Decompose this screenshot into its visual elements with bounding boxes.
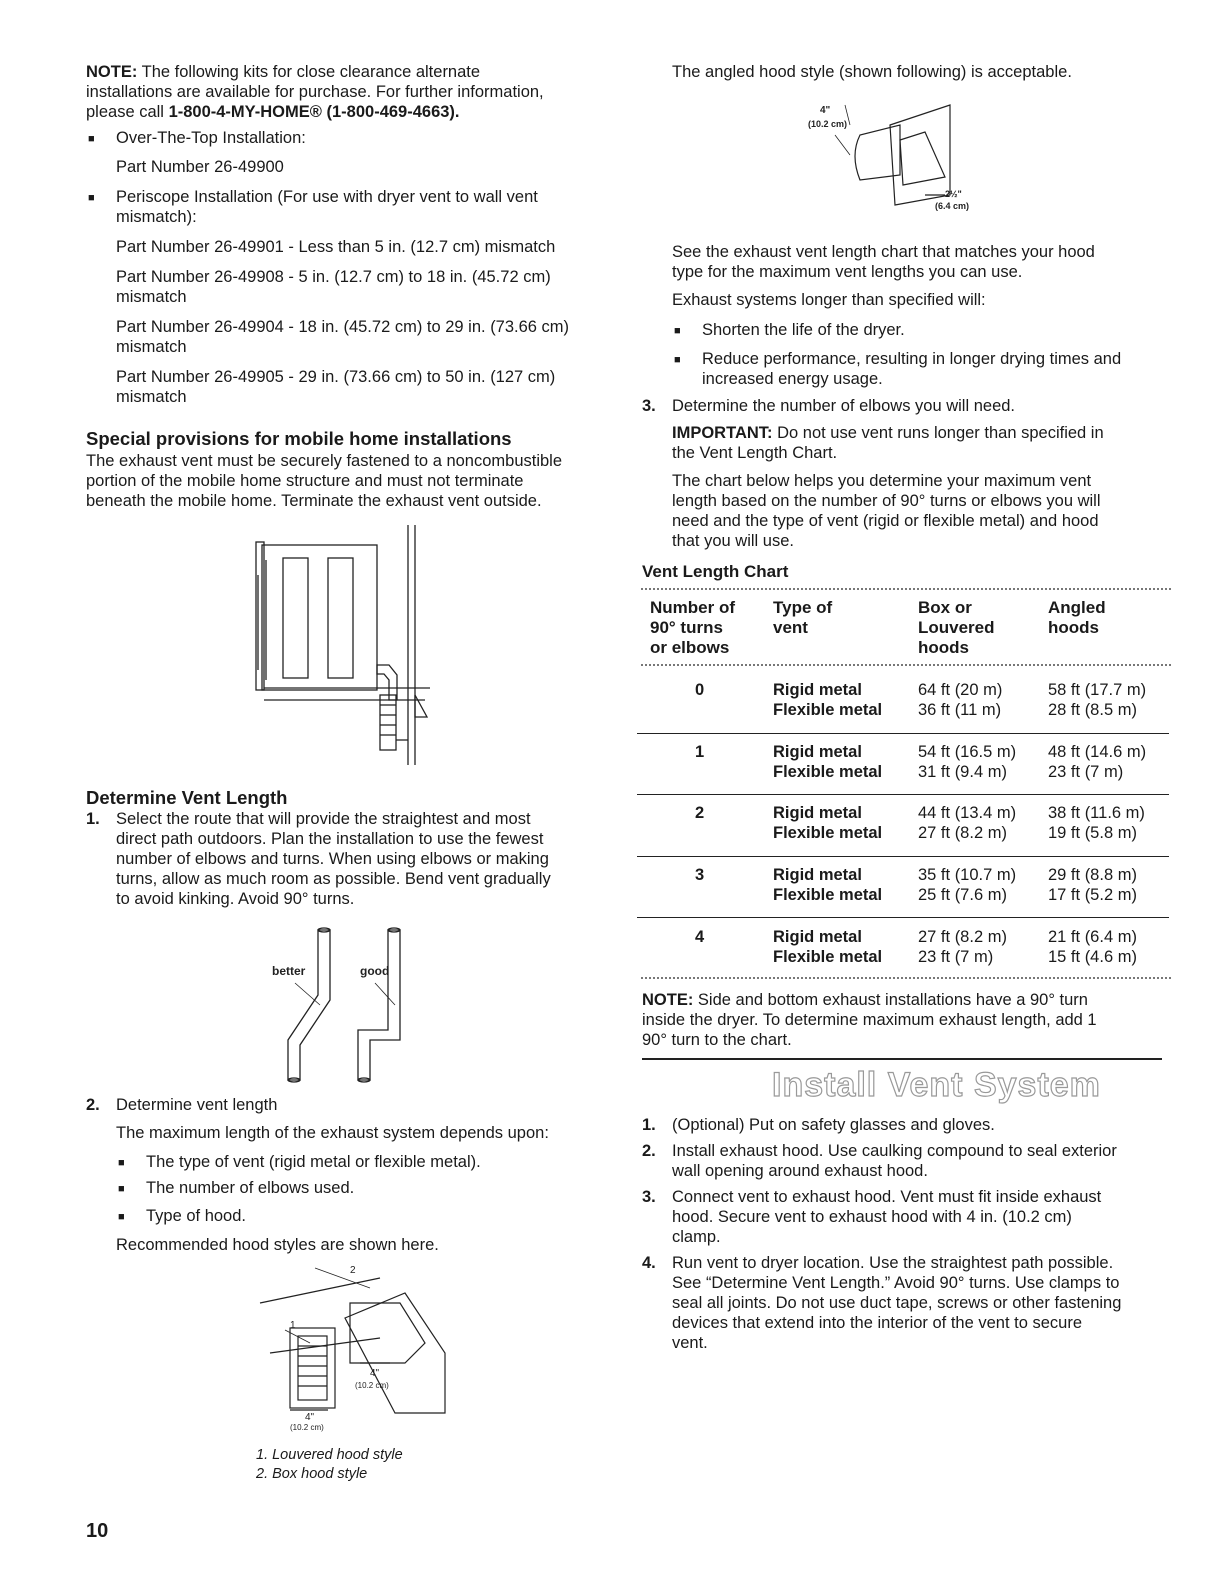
note-label: NOTE: xyxy=(86,63,138,81)
note-label: NOTE: xyxy=(642,991,694,1009)
step1-text: to avoid kinking. Avoid 90° turns. xyxy=(116,890,355,908)
angled-cell: 21 ft (6.4 m) xyxy=(1048,928,1137,946)
part-line: Part Number 26-49904 - 18 in. (45.72 cm) to 29 in. (73.66 cm) xyxy=(116,318,570,336)
good-label: good xyxy=(360,964,390,978)
vent-cell: Rigid metal xyxy=(773,928,862,946)
caption: 2. Box hood style xyxy=(256,1466,368,1482)
install-step-text: vent. xyxy=(672,1334,708,1352)
recommended-text: Recommended hood styles are shown here. xyxy=(116,1236,439,1254)
install-step-text: Run vent to dryer location. Use the straightest path possible. xyxy=(672,1254,1114,1272)
vent-cell: Rigid metal xyxy=(773,804,862,822)
determine-heading: Determine Vent Length xyxy=(86,787,288,808)
step-number: 1. xyxy=(642,1116,656,1134)
important-note xyxy=(672,424,1104,444)
angled-cell: 15 ft (4.6 m) xyxy=(1048,948,1137,966)
chart-intro: The chart below helps you determine your maximum vent xyxy=(672,472,1092,490)
kit1-title: Over-The-Top Installation: xyxy=(116,129,306,147)
box-cell: 31 ft (9.4 m) xyxy=(918,763,1007,781)
note-line-2: installations are available for purchase. For further information, xyxy=(86,83,544,101)
angled-cell: 28 ft (8.5 m) xyxy=(1048,701,1137,719)
step2-title: Determine vent length xyxy=(116,1096,278,1114)
kit2-title-cont: mismatch): xyxy=(116,208,197,226)
exhaust-longer-text: Exhaust systems longer than specified will: xyxy=(672,291,986,309)
dimension-label: (10.2 cm) xyxy=(808,119,848,129)
step-number: 3. xyxy=(642,397,656,415)
col-header-vent: Type of vent xyxy=(773,598,833,637)
box-cell: 36 ft (11 m) xyxy=(918,701,1002,719)
install-step-text: devices that extend into the interior of the vent to secure xyxy=(672,1314,1082,1332)
phone-number: 1-800-4-MY-HOME® (1-800-469-4663). xyxy=(168,103,460,121)
box-cell: 35 ft (10.7 m) xyxy=(918,866,1017,884)
step2-intro: The maximum length of the exhaust system depends upon: xyxy=(116,1124,549,1142)
part-line: Part Number 26-49901 - Less than 5 in. (12.7 cm) mismatch xyxy=(116,238,556,256)
angled-cell: 48 ft (14.6 m) xyxy=(1048,743,1147,761)
dimension-label: 4" xyxy=(305,1412,315,1423)
box-cell: 54 ft (16.5 m) xyxy=(918,743,1017,761)
caption: 1. Louvered hood style xyxy=(256,1447,403,1463)
bullet-icon: ■ xyxy=(118,1211,125,1223)
angled-cell: 29 ft (8.8 m) xyxy=(1048,866,1137,884)
important-text-cont: the Vent Length Chart. xyxy=(672,444,838,462)
chart-intro: length based on the number of 90° turns or elbows you will xyxy=(672,492,1101,510)
note-text-cont: 90° turn to the chart. xyxy=(642,1031,792,1049)
step-number: 4. xyxy=(642,1254,656,1272)
bullet-icon: ■ xyxy=(118,1183,125,1195)
vent-cell: Flexible metal xyxy=(773,824,883,842)
step2-bullet: The number of elbows used. xyxy=(146,1179,355,1197)
install-step-text: clamp. xyxy=(672,1228,721,1246)
install-step-text: See “Determine Vent Length.” Avoid 90° turns. Use clamps to xyxy=(672,1274,1120,1292)
turns-cell: 1 xyxy=(695,743,705,761)
install-step-text: (Optional) Put on safety glasses and gloves. xyxy=(672,1116,995,1134)
install-step-text: Connect vent to exhaust hood. Vent must fit inside exhaust xyxy=(672,1188,1102,1206)
dotted-rule xyxy=(640,587,1172,591)
step1-text: turns, allow as much room as possible. Bend vent gradually xyxy=(116,870,551,888)
bullet-icon: ■ xyxy=(88,192,95,204)
dotted-rule xyxy=(640,976,1172,980)
box-cell: 27 ft (8.2 m) xyxy=(918,928,1007,946)
important-text: Do not use vent runs longer than specified in xyxy=(772,424,1104,442)
step2-bullet: The type of vent (rigid metal or flexible metal). xyxy=(146,1153,481,1171)
step1-text: number of elbows and turns. When using elbows or making xyxy=(116,850,549,868)
kit2-title: Periscope Installation (For use with dryer vent to wall vent xyxy=(116,188,538,206)
exhaust-bullet: Reduce performance, resulting in longer drying times and xyxy=(702,350,1122,368)
chart-intro: need and the type of vent (rigid or flexible metal) and hood xyxy=(672,512,1099,530)
see-chart-text: type for the maximum vent lengths you can use. xyxy=(672,263,1023,281)
dimension-label: (6.4 cm) xyxy=(935,201,970,211)
note-text: The following kits for close clearance alternate xyxy=(137,63,481,81)
vent-cell: Rigid metal xyxy=(773,866,862,884)
side-bottom-note xyxy=(642,991,1088,1011)
exhaust-bullet: Shorten the life of the dryer. xyxy=(702,321,905,339)
install-vent-system-heading: Install Vent System xyxy=(772,1066,1101,1104)
angled-cell: 23 ft (7 m) xyxy=(1048,763,1124,781)
turns-cell: 3 xyxy=(695,866,705,884)
vent-cell: Flexible metal xyxy=(773,701,883,719)
angled-cell: 19 ft (5.8 m) xyxy=(1048,824,1137,842)
turns-cell: 2 xyxy=(695,804,705,822)
box-cell: 25 ft (7.6 m) xyxy=(918,886,1007,904)
elbow-comparison-illustration xyxy=(260,925,440,1085)
step1-text: direct path outdoors. Plan the installation to use the fewest xyxy=(116,830,544,848)
mobile-text: The exhaust vent must be securely fastened to a noncombustible xyxy=(86,452,563,470)
dimension-label: (10.2 cm) xyxy=(355,1381,389,1390)
row-divider xyxy=(637,856,1169,857)
angled-text: The angled hood style (shown following) is acceptable. xyxy=(672,63,1072,81)
row-divider xyxy=(637,917,1169,918)
col-header-angled: Angled hoods xyxy=(1048,598,1106,637)
install-step-text: seal all joints. Do not use duct tape, screws or other fastening xyxy=(672,1294,1122,1312)
step-number: 2. xyxy=(86,1096,100,1114)
step2-bullet: Type of hood. xyxy=(146,1207,246,1225)
angled-hood-illustration xyxy=(790,95,970,220)
angled-cell: 17 ft (5.2 m) xyxy=(1048,886,1137,904)
part-line-cont: mismatch xyxy=(116,388,187,406)
bullet-icon: ■ xyxy=(88,133,95,145)
part-line-cont: mismatch xyxy=(116,338,187,356)
page-number: 10 xyxy=(86,1520,109,1542)
vent-cell: Rigid metal xyxy=(773,681,862,699)
note-call-text: please call xyxy=(86,103,169,121)
step-number: 3. xyxy=(642,1188,656,1206)
row-divider xyxy=(637,794,1169,795)
col-header-box: Box or Louvered hoods xyxy=(918,598,995,657)
exhaust-bullet-cont: increased energy usage. xyxy=(702,370,883,388)
row-divider xyxy=(637,733,1169,734)
vent-cell: Flexible metal xyxy=(773,886,883,904)
vent-cell: Rigid metal xyxy=(773,743,862,761)
box-cell: 23 ft (7 m) xyxy=(918,948,994,966)
kit1-part: Part Number 26-49900 xyxy=(116,158,284,176)
step3-text: Determine the number of elbows you will need. xyxy=(672,397,1016,415)
box-cell: 44 ft (13.4 m) xyxy=(918,804,1017,822)
angled-cell: 38 ft (11.6 m) xyxy=(1048,804,1145,822)
dimension-label: 2½" xyxy=(945,189,962,199)
mobile-home-dryer-illustration xyxy=(250,520,450,770)
chart-title: Vent Length Chart xyxy=(642,562,789,581)
section-divider xyxy=(642,1058,1162,1060)
better-label: better xyxy=(272,964,306,978)
bullet-icon: ■ xyxy=(674,354,681,366)
bullet-icon: ■ xyxy=(118,1157,125,1169)
callout-2: 2 xyxy=(350,1265,356,1276)
chart-intro: that you will use. xyxy=(672,532,794,550)
dimension-label: 4" xyxy=(820,105,831,116)
step-number: 1. xyxy=(86,810,100,828)
box-cell: 27 ft (8.2 m) xyxy=(918,824,1007,842)
part-line-cont: mismatch xyxy=(116,288,187,306)
see-chart-text: See the exhaust vent length chart that matches your hood xyxy=(672,243,1095,261)
mobile-text: beneath the mobile home. Terminate the exhaust vent outside. xyxy=(86,492,542,510)
part-line: Part Number 26-49905 - 29 in. (73.66 cm) to 50 in. (127 cm) xyxy=(116,368,556,386)
col-header-turns: Number of 90° turns or elbows xyxy=(650,598,735,657)
note-line-3 xyxy=(86,103,460,123)
bullet-icon: ■ xyxy=(674,325,681,337)
callout-1: 1 xyxy=(290,1320,296,1331)
part-line: Part Number 26-49908 - 5 in. (12.7 cm) to 18 in. (45.72 cm) xyxy=(116,268,551,286)
note-text: Side and bottom exhaust installations have a 90° turn xyxy=(693,991,1088,1009)
install-step-text: wall opening around exhaust hood. xyxy=(672,1162,928,1180)
dotted-rule xyxy=(640,663,1172,667)
box-cell: 64 ft (20 m) xyxy=(918,681,1003,699)
vent-cell: Flexible metal xyxy=(773,948,883,966)
angled-cell: 58 ft (17.7 m) xyxy=(1048,681,1147,699)
dimension-label: 4" xyxy=(370,1368,380,1379)
step1-text: Select the route that will provide the straightest and most xyxy=(116,810,531,828)
vent-cell: Flexible metal xyxy=(773,763,883,781)
turns-cell: 0 xyxy=(695,681,705,699)
mobile-heading: Special provisions for mobile home installations xyxy=(86,428,512,449)
kits-note xyxy=(86,63,480,83)
step-number: 2. xyxy=(642,1142,656,1160)
install-step-text: Install exhaust hood. Use caulking compound to seal exterior xyxy=(672,1142,1117,1160)
hood-styles-illustration xyxy=(250,1258,450,1438)
mobile-text: portion of the mobile home structure and must not terminate xyxy=(86,472,524,490)
install-step-text: hood. Secure vent to exhaust hood with 4 in. (10.2 cm) xyxy=(672,1208,1072,1226)
turns-cell: 4 xyxy=(695,928,705,946)
note-text-cont: inside the dryer. To determine maximum exhaust length, add 1 xyxy=(642,1011,1097,1029)
important-label: IMPORTANT: xyxy=(672,424,773,442)
dimension-label: (10.2 cm) xyxy=(290,1423,324,1432)
